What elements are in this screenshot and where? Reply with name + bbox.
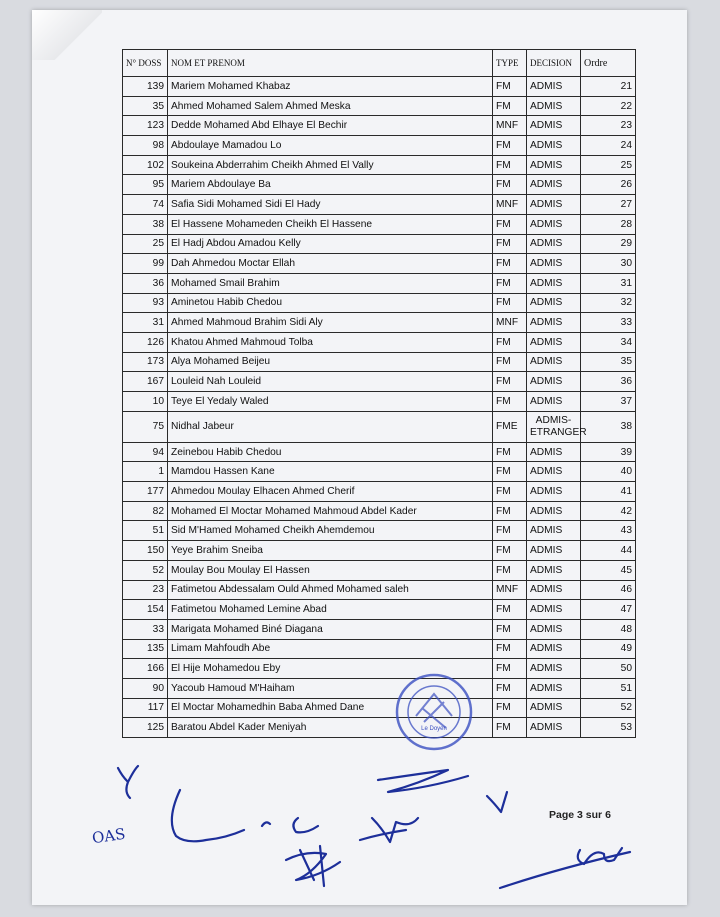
header-name: NOM ET PRENOM [168, 50, 493, 77]
cell-decision: ADMIS [527, 580, 581, 600]
cell-order: 30 [581, 254, 636, 274]
table-row [123, 501, 636, 521]
table-row [123, 659, 636, 679]
cell-name: Limam Mahfoudh Abe [168, 639, 493, 659]
table-row [123, 482, 636, 502]
table-row [123, 639, 636, 659]
cell-decision: ADMIS [527, 482, 581, 502]
cell-order: 49 [581, 639, 636, 659]
cell-num: 177 [123, 482, 168, 502]
cell-type: FM [493, 462, 527, 482]
table-row [123, 411, 636, 442]
cell-decision: ADMIS [527, 372, 581, 392]
cell-order: 40 [581, 462, 636, 482]
cell-decision: ADMIS [527, 698, 581, 718]
cell-num: 1 [123, 462, 168, 482]
cell-name: Baratou Abdel Kader Meniyah [168, 718, 493, 738]
cell-order: 43 [581, 521, 636, 541]
table-row [123, 560, 636, 580]
table-row [123, 214, 636, 234]
cell-order: 53 [581, 718, 636, 738]
cell-name: Ahmedou Moulay Elhacen Ahmed Cherif [168, 482, 493, 502]
table-row [123, 313, 636, 333]
header-num: N° DOSS [123, 50, 168, 77]
cell-type: FM [493, 718, 527, 738]
cell-decision: ADMIS [527, 155, 581, 175]
handwritten-initials: OAS [90, 824, 127, 848]
cell-num: 35 [123, 96, 168, 116]
cell-decision: ADMIS [527, 273, 581, 293]
header-type: TYPE [493, 50, 527, 77]
cell-num: 25 [123, 234, 168, 254]
cell-name: El Hije Mohamedou Eby [168, 659, 493, 679]
cell-name: Sid M'Hamed Mohamed Cheikh Ahemdemou [168, 521, 493, 541]
cell-decision: ADMIS [527, 639, 581, 659]
cell-name: Marigata Mohamed Biné Diagana [168, 619, 493, 639]
table-row [123, 116, 636, 136]
cell-order: 27 [581, 195, 636, 215]
cell-decision: ADMIS [527, 619, 581, 639]
cell-name: El Moctar Mohamedhin Baba Ahmed Dane [168, 698, 493, 718]
cell-type: FM [493, 254, 527, 274]
cell-num: 117 [123, 698, 168, 718]
cell-name: Mamdou Hassen Kane [168, 462, 493, 482]
cell-num: 166 [123, 659, 168, 679]
cell-type: FM [493, 639, 527, 659]
cell-type: FM [493, 175, 527, 195]
table-row [123, 678, 636, 698]
cell-num: 139 [123, 77, 168, 97]
cell-name: Fatimetou Abdessalam Ould Ahmed Mohamed saleh [168, 580, 493, 600]
cell-decision: ADMIS [527, 442, 581, 462]
cell-num: 23 [123, 580, 168, 600]
cell-order: 23 [581, 116, 636, 136]
cell-name: Yacoub Hamoud M'Haiham [168, 678, 493, 698]
cell-num: 126 [123, 332, 168, 352]
cell-order: 39 [581, 442, 636, 462]
cell-name: Mohamed El Moctar Mohamed Mahmoud Abdel Kader [168, 501, 493, 521]
cell-order: 52 [581, 698, 636, 718]
cell-type: FM [493, 96, 527, 116]
cell-order: 48 [581, 619, 636, 639]
cell-num: 154 [123, 600, 168, 620]
cell-decision [527, 411, 587, 442]
cell-type: FM [493, 214, 527, 234]
cell-decision: ADMIS [527, 352, 581, 372]
cell-order: 36 [581, 372, 636, 392]
table-row [123, 96, 636, 116]
cell-name: Soukeina Abderrahim Cheikh Ahmed El Vally [168, 155, 493, 175]
table-row [123, 442, 636, 462]
cell-name: Alya Mohamed Beijeu [168, 352, 493, 372]
cell-type: FM [493, 698, 527, 718]
cell-order: 51 [581, 678, 636, 698]
table-row [123, 136, 636, 156]
cell-num: 150 [123, 541, 168, 561]
cell-num: 95 [123, 175, 168, 195]
table-row [123, 254, 636, 274]
table-row [123, 175, 636, 195]
cell-num: 123 [123, 116, 168, 136]
table-row [123, 293, 636, 313]
cell-order: 29 [581, 234, 636, 254]
cell-num: 135 [123, 639, 168, 659]
cell-type: FM [493, 619, 527, 639]
cell-order: 41 [581, 482, 636, 502]
cell-type: MNF [493, 116, 527, 136]
cell-num: 36 [123, 273, 168, 293]
table-row [123, 462, 636, 482]
cell-decision: ADMIS [527, 214, 581, 234]
cell-num: 10 [123, 392, 168, 412]
cell-decision: ADMIS [527, 659, 581, 679]
cell-type: MNF [493, 580, 527, 600]
cell-num: 173 [123, 352, 168, 372]
page-fold-corner [32, 10, 102, 60]
cell-decision: ADMIS [527, 501, 581, 521]
cell-order: 32 [581, 293, 636, 313]
cell-name: Moulay Bou Moulay El Hassen [168, 560, 493, 580]
cell-decision: ADMIS [527, 392, 581, 412]
cell-decision: ADMIS [527, 313, 581, 333]
cell-decision: ADMIS [527, 560, 581, 580]
cell-name: Teye El Yedaly Waled [168, 392, 493, 412]
cell-type: FM [493, 77, 527, 97]
cell-name: El Hassene Mohameden Cheikh El Hassene [168, 214, 493, 234]
cell-type: FM [493, 273, 527, 293]
cell-decision: ADMIS [527, 195, 581, 215]
cell-order: 24 [581, 136, 636, 156]
cell-type: FM [493, 372, 527, 392]
page-number [549, 809, 611, 821]
cell-name: Ahmed Mahmoud Brahim Sidi Aly [168, 313, 493, 333]
cell-type: FM [493, 600, 527, 620]
header-decision: DECISION [527, 50, 581, 77]
cell-name: Dah Ahmedou Moctar Ellah [168, 254, 493, 274]
cell-order: 47 [581, 600, 636, 620]
cell-decision: ADMIS [527, 136, 581, 156]
cell-name: Dedde Mohamed Abd Elhaye El Bechir [168, 116, 493, 136]
table-row [123, 372, 636, 392]
cell-num: 93 [123, 293, 168, 313]
cell-name: Nidhal Jabeur [168, 411, 493, 442]
cell-num: 82 [123, 501, 168, 521]
cell-name: Mohamed Smail Brahim [168, 273, 493, 293]
cell-type: FM [493, 293, 527, 313]
cell-type: FM [493, 392, 527, 412]
cell-name: Louleid Nah Louleid [168, 372, 493, 392]
cell-name: Zeinebou Habib Chedou [168, 442, 493, 462]
table-row [123, 392, 636, 412]
cell-num: 90 [123, 678, 168, 698]
table-row [123, 580, 636, 600]
cell-decision: ADMIS [527, 293, 581, 313]
cell-name: Khatou Ahmed Mahmoud Tolba [168, 332, 493, 352]
cell-num: 99 [123, 254, 168, 274]
table-row [123, 718, 636, 738]
cell-order: 50 [581, 659, 636, 679]
cell-decision: ADMIS [527, 462, 581, 482]
cell-order: 38 [581, 411, 636, 442]
cell-type: FM [493, 332, 527, 352]
cell-type: FM [493, 352, 527, 372]
cell-type: MNF [493, 313, 527, 333]
cell-order: 45 [581, 560, 636, 580]
cell-decision: ADMIS [527, 77, 581, 97]
cell-name: Aminetou Habib Chedou [168, 293, 493, 313]
cell-type: FM [493, 659, 527, 679]
table-row [123, 600, 636, 620]
table-row [123, 234, 636, 254]
cell-type: FM [493, 678, 527, 698]
header-order: Ordre [581, 50, 636, 77]
cell-num: 98 [123, 136, 168, 156]
cell-type: MNF [493, 195, 527, 215]
decision-line-1: ADMIS- [535, 414, 572, 426]
cell-name: Mariem Abdoulaye Ba [168, 175, 493, 195]
cell-order: 25 [581, 155, 636, 175]
cell-name: Mariem Mohamed Khabaz [168, 77, 493, 97]
cell-type: FM [493, 482, 527, 502]
cell-name: Safia Sidi Mohamed Sidi El Hady [168, 195, 493, 215]
cell-type: FM [493, 136, 527, 156]
cell-type: FM [493, 521, 527, 541]
cell-type: FM [493, 541, 527, 561]
page-label: Page [549, 809, 575, 821]
table-header-row [123, 50, 636, 77]
table-row [123, 273, 636, 293]
cell-type: FM [493, 234, 527, 254]
cell-name: Fatimetou Mohamed Lemine Abad [168, 600, 493, 620]
cell-decision: ADMIS [527, 116, 581, 136]
cell-decision: ADMIS [527, 254, 581, 274]
cell-type: FM [493, 155, 527, 175]
cell-order: 31 [581, 273, 636, 293]
page-current: 3 [577, 809, 583, 821]
stamp-text: Le Doyen [421, 726, 447, 732]
cell-decision: ADMIS [527, 234, 581, 254]
cell-order: 42 [581, 501, 636, 521]
cell-num: 75 [123, 411, 168, 442]
cell-num: 52 [123, 560, 168, 580]
cell-decision: ADMIS [527, 332, 581, 352]
cell-order: 44 [581, 541, 636, 561]
cell-num: 31 [123, 313, 168, 333]
decision-line-2: ETRANGER [530, 426, 587, 438]
cell-decision: ADMIS [527, 175, 581, 195]
cell-name: Yeye Brahim Sneiba [168, 541, 493, 561]
page-total: 6 [605, 809, 611, 821]
cell-decision: ADMIS [527, 718, 581, 738]
cell-name: El Hadj Abdou Amadou Kelly [168, 234, 493, 254]
cell-decision: ADMIS [527, 541, 581, 561]
cell-order: 33 [581, 313, 636, 333]
cell-num: 38 [123, 214, 168, 234]
cell-type: FM [493, 560, 527, 580]
cell-num: 125 [123, 718, 168, 738]
cell-name: Ahmed Mohamed Salem Ahmed Meska [168, 96, 493, 116]
cell-order: 35 [581, 352, 636, 372]
cell-decision: ADMIS [527, 521, 581, 541]
cell-num: 102 [123, 155, 168, 175]
table-row [123, 521, 636, 541]
table-row [123, 77, 636, 97]
table-body [123, 77, 636, 738]
table-row [123, 332, 636, 352]
cell-decision: ADMIS [527, 600, 581, 620]
cell-num: 94 [123, 442, 168, 462]
cell-order: 26 [581, 175, 636, 195]
cell-type: FME [493, 411, 527, 442]
cell-type: FM [493, 442, 527, 462]
results-table [122, 49, 636, 738]
cell-num: 51 [123, 521, 168, 541]
cell-name: Abdoulaye Mamadou Lo [168, 136, 493, 156]
table-row [123, 155, 636, 175]
page-of: sur [585, 809, 603, 821]
cell-num: 33 [123, 619, 168, 639]
cell-order: 21 [581, 77, 636, 97]
cell-order: 28 [581, 214, 636, 234]
table-row [123, 195, 636, 215]
table-row [123, 352, 636, 372]
cell-decision: ADMIS [527, 96, 581, 116]
cell-num: 167 [123, 372, 168, 392]
table-row [123, 698, 636, 718]
cell-type: FM [493, 501, 527, 521]
cell-decision: ADMIS [527, 678, 581, 698]
cell-order: 34 [581, 332, 636, 352]
cell-order: 22 [581, 96, 636, 116]
cell-num: 74 [123, 195, 168, 215]
official-stamp [394, 672, 474, 752]
table-row [123, 541, 636, 561]
cell-order: 46 [581, 580, 636, 600]
table-row [123, 619, 636, 639]
cell-order: 37 [581, 392, 636, 412]
